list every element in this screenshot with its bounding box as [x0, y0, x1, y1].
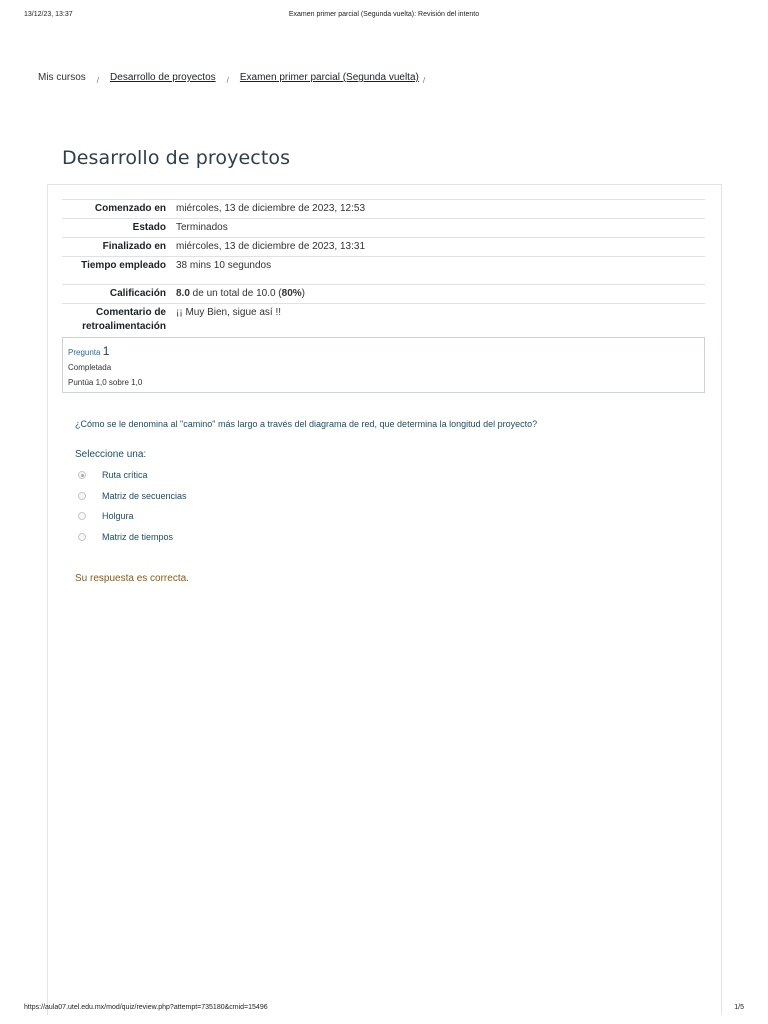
print-url: https://aula07.utel.edu.mx/mod/quiz/review.php?attempt=735180&cmid=15496 — [24, 1004, 268, 1011]
print-page-number: 1/5 — [734, 1004, 744, 1011]
attempt-summary-table — [62, 199, 705, 338]
summary-value: ¡¡ Muy Bien, sigue así !! — [171, 304, 705, 339]
answer-option-label: Holgura — [102, 511, 134, 522]
summary-label: Calificación — [62, 285, 171, 304]
summary-label: Comentario de retroalimentación — [62, 304, 171, 339]
breadcrumb-quiz[interactable]: Examen primer parcial (Segunda vuelta) — [239, 72, 419, 83]
answer-option[interactable] — [78, 486, 187, 507]
question-number-label: Pregunta — [68, 348, 101, 357]
print-doc-title: Examen primer parcial (Segunda vuelta): Revisión del intento — [288, 11, 480, 18]
summary-label: Comenzado en — [62, 200, 171, 219]
print-datetime: 13/12/23, 13:37 — [24, 11, 73, 18]
question-number-value: 1 — [102, 344, 110, 358]
summary-row-time-taken — [62, 257, 705, 285]
summary-row-grade — [62, 285, 705, 304]
summary-row-started — [62, 200, 705, 219]
question-state: Completada — [68, 363, 112, 372]
answer-option-label: Matriz de secuencias — [102, 490, 187, 501]
breadcrumb-mis-cursos[interactable]: Mis cursos — [38, 72, 86, 83]
question-text: ¿Cómo se le denomina al "camino" más largo a través del diagrama de red, que determina la longitud del proyecto? — [75, 419, 538, 429]
breadcrumb — [38, 72, 436, 83]
answer-option-label: Ruta crítica — [102, 470, 148, 481]
breadcrumb-course[interactable]: Desarrollo de proyectos — [110, 72, 216, 83]
answer-option[interactable] — [78, 506, 187, 527]
radio-icon[interactable] — [78, 492, 86, 500]
summary-value: 38 mins 10 segundos — [171, 257, 705, 285]
summary-row-feedback — [62, 304, 705, 339]
summary-label: Estado — [62, 219, 171, 238]
grade-value: 8.0 — [176, 288, 190, 299]
summary-value: Terminados — [171, 219, 705, 238]
radio-icon[interactable] — [78, 512, 86, 520]
select-one-label: Seleccione una: — [75, 449, 147, 460]
answer-option[interactable] — [78, 465, 187, 486]
radio-selected-icon[interactable] — [78, 471, 86, 479]
radio-icon[interactable] — [78, 533, 86, 541]
breadcrumb-separator: / — [226, 76, 229, 85]
question-number — [68, 344, 699, 358]
answer-option-label: Matriz de tiempos — [102, 531, 174, 542]
answer-feedback: Su respuesta es correcta. — [75, 573, 189, 584]
question-info-box — [62, 337, 705, 393]
question-grade: Puntúa 1,0 sobre 1,0 — [68, 378, 143, 387]
grade-total-text: de un total de 10.0 ( — [189, 288, 282, 299]
grade-close-paren: ) — [301, 288, 305, 299]
summary-value — [171, 285, 705, 304]
summary-label: Finalizado en — [62, 238, 171, 257]
summary-value: miércoles, 13 de diciembre de 2023, 13:31 — [171, 238, 705, 257]
grade-percent: 80% — [281, 288, 302, 299]
summary-row-finished — [62, 238, 705, 257]
summary-value: miércoles, 13 de diciembre de 2023, 12:53 — [171, 200, 705, 219]
answer-option[interactable] — [78, 527, 187, 548]
breadcrumb-separator: / — [96, 76, 100, 85]
breadcrumb-separator: / — [422, 76, 426, 85]
summary-row-state — [62, 219, 705, 238]
page-title: Desarrollo de proyectos — [62, 146, 291, 169]
answer-options — [78, 465, 187, 547]
summary-label: Tiempo empleado — [62, 257, 171, 285]
